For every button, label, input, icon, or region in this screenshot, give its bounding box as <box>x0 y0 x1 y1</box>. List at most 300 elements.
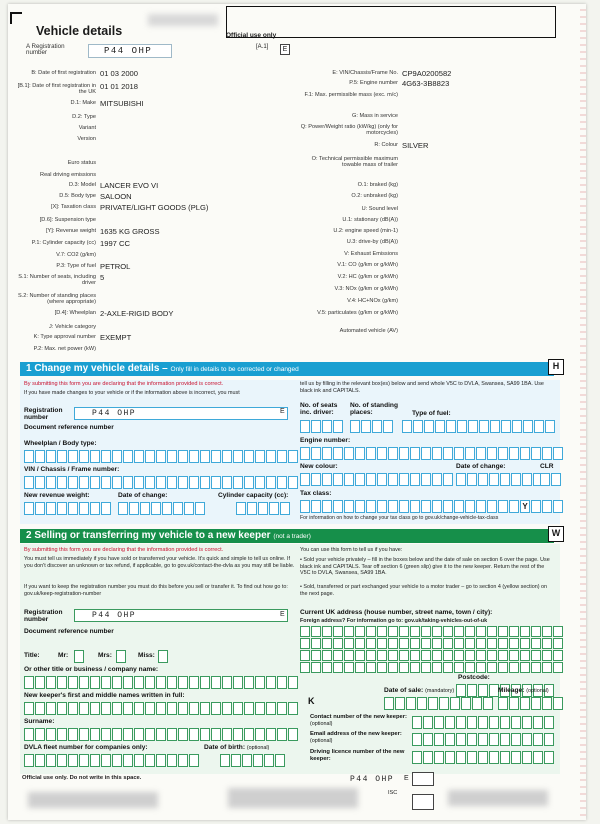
address-cell[interactable] <box>311 650 321 661</box>
char-cell[interactable] <box>79 476 89 489</box>
char-cell[interactable] <box>456 473 466 486</box>
address-cell[interactable] <box>410 638 420 649</box>
char-cell[interactable] <box>383 420 393 433</box>
address-cell[interactable] <box>509 638 519 649</box>
char-cell[interactable] <box>322 500 332 513</box>
char-cell[interactable] <box>500 733 510 746</box>
char-cell[interactable] <box>542 500 552 513</box>
char-cell[interactable] <box>531 697 541 710</box>
char-cell[interactable] <box>478 473 488 486</box>
char-cell[interactable] <box>158 650 168 663</box>
char-cell[interactable] <box>333 500 343 513</box>
char-cell[interactable] <box>167 450 177 463</box>
address-cell[interactable] <box>443 638 453 649</box>
char-cell[interactable] <box>24 450 34 463</box>
char-cell[interactable] <box>24 476 34 489</box>
char-cell[interactable] <box>472 697 482 710</box>
char-cell[interactable] <box>410 447 420 460</box>
char-cell[interactable] <box>79 450 89 463</box>
char-cell[interactable] <box>123 702 133 715</box>
char-cell[interactable] <box>500 716 510 729</box>
char-cell[interactable] <box>489 473 499 486</box>
char-cell[interactable] <box>134 476 144 489</box>
char-cell[interactable] <box>344 447 354 460</box>
char-cell[interactable] <box>509 500 519 513</box>
address-cell[interactable] <box>388 626 398 637</box>
char-cell[interactable] <box>424 420 434 433</box>
date-of-change-input[interactable] <box>118 502 206 515</box>
char-cell[interactable] <box>461 697 471 710</box>
char-cell[interactable] <box>200 676 210 689</box>
address-cell[interactable] <box>553 650 563 661</box>
char-cell[interactable] <box>476 447 486 460</box>
char-cell[interactable] <box>255 676 265 689</box>
colour-date-input[interactable] <box>456 473 544 486</box>
address-cell[interactable] <box>454 662 464 673</box>
seats-input[interactable] <box>300 420 344 433</box>
char-cell[interactable] <box>134 702 144 715</box>
char-cell[interactable] <box>116 650 126 663</box>
address-cell[interactable] <box>366 650 376 661</box>
address-cell[interactable] <box>421 662 431 673</box>
address-cell[interactable] <box>355 626 365 637</box>
char-cell[interactable] <box>399 500 409 513</box>
char-cell[interactable] <box>522 473 532 486</box>
char-cell[interactable] <box>79 502 89 515</box>
char-cell[interactable] <box>123 676 133 689</box>
char-cell[interactable] <box>46 702 56 715</box>
dob-input[interactable] <box>220 754 286 767</box>
address-cell[interactable] <box>520 638 530 649</box>
address-cell[interactable] <box>333 662 343 673</box>
char-cell[interactable] <box>79 754 89 767</box>
char-cell[interactable] <box>189 450 199 463</box>
char-cell[interactable] <box>483 697 493 710</box>
char-cell[interactable] <box>372 420 382 433</box>
char-cell[interactable] <box>112 754 122 767</box>
address-cell[interactable] <box>322 662 332 673</box>
char-cell[interactable] <box>79 702 89 715</box>
char-cell[interactable] <box>264 754 274 767</box>
char-cell[interactable] <box>311 473 321 486</box>
char-cell[interactable] <box>222 702 232 715</box>
cylinder-capacity-input[interactable] <box>236 502 291 515</box>
char-cell[interactable] <box>520 447 530 460</box>
char-cell[interactable] <box>322 473 332 486</box>
address-cell[interactable] <box>531 638 541 649</box>
char-cell[interactable] <box>542 697 552 710</box>
char-cell[interactable] <box>402 420 412 433</box>
address-cell[interactable] <box>531 662 541 673</box>
address-cell[interactable] <box>454 638 464 649</box>
char-cell[interactable] <box>35 502 45 515</box>
char-cell[interactable] <box>445 733 455 746</box>
char-cell[interactable] <box>35 450 45 463</box>
char-cell[interactable] <box>498 500 508 513</box>
mrs-checkbox[interactable] <box>116 650 127 663</box>
char-cell[interactable] <box>189 728 199 741</box>
mileage-input[interactable] <box>498 697 564 710</box>
address-cell[interactable] <box>344 626 354 637</box>
address-cell[interactable] <box>476 626 486 637</box>
char-cell[interactable] <box>542 447 552 460</box>
char-cell[interactable] <box>432 473 442 486</box>
char-cell[interactable] <box>178 676 188 689</box>
char-cell[interactable] <box>145 676 155 689</box>
address-cell[interactable] <box>421 638 431 649</box>
char-cell[interactable] <box>435 420 445 433</box>
address-cell[interactable] <box>531 650 541 661</box>
address-cell[interactable] <box>311 662 321 673</box>
address-cell[interactable] <box>542 626 552 637</box>
char-cell[interactable] <box>68 450 78 463</box>
address-cell[interactable] <box>377 626 387 637</box>
address-cell[interactable] <box>399 662 409 673</box>
char-cell[interactable] <box>500 751 510 764</box>
char-cell[interactable] <box>253 754 263 767</box>
other-title-input[interactable] <box>24 676 299 689</box>
address-cell[interactable] <box>498 650 508 661</box>
char-cell[interactable] <box>377 447 387 460</box>
char-cell[interactable] <box>112 728 122 741</box>
char-cell[interactable] <box>478 733 488 746</box>
char-cell[interactable] <box>465 447 475 460</box>
char-cell[interactable] <box>123 754 133 767</box>
address-cell[interactable] <box>410 662 420 673</box>
char-cell[interactable] <box>421 447 431 460</box>
char-cell[interactable] <box>509 697 519 710</box>
char-cell[interactable] <box>222 476 232 489</box>
char-cell[interactable] <box>189 702 199 715</box>
char-cell[interactable] <box>123 728 133 741</box>
char-cell[interactable] <box>24 702 34 715</box>
char-cell[interactable] <box>178 476 188 489</box>
char-cell[interactable] <box>498 447 508 460</box>
char-cell[interactable] <box>450 697 460 710</box>
char-cell[interactable] <box>399 447 409 460</box>
char-cell[interactable] <box>145 702 155 715</box>
char-cell[interactable] <box>189 676 199 689</box>
char-cell[interactable] <box>57 676 67 689</box>
char-cell[interactable] <box>468 420 478 433</box>
char-cell[interactable] <box>35 702 45 715</box>
address-cell[interactable] <box>476 662 486 673</box>
char-cell[interactable] <box>101 702 111 715</box>
char-cell[interactable] <box>377 473 387 486</box>
char-cell[interactable] <box>266 702 276 715</box>
char-cell[interactable] <box>200 450 210 463</box>
wheelplan-input[interactable] <box>24 450 299 463</box>
char-cell[interactable] <box>366 473 376 486</box>
address-cell[interactable] <box>476 650 486 661</box>
char-cell[interactable] <box>233 702 243 715</box>
char-cell[interactable] <box>90 754 100 767</box>
char-cell[interactable] <box>167 728 177 741</box>
char-cell[interactable] <box>288 450 298 463</box>
char-cell[interactable] <box>156 476 166 489</box>
char-cell[interactable] <box>443 500 453 513</box>
char-cell[interactable] <box>366 500 376 513</box>
revenue-weight-input[interactable] <box>24 502 112 515</box>
char-cell[interactable] <box>24 502 34 515</box>
address-cell[interactable] <box>454 650 464 661</box>
char-cell[interactable] <box>355 447 365 460</box>
char-cell[interactable] <box>533 733 543 746</box>
address-cell[interactable] <box>300 626 310 637</box>
char-cell[interactable] <box>211 450 221 463</box>
char-cell[interactable] <box>445 716 455 729</box>
char-cell[interactable] <box>544 751 554 764</box>
char-cell[interactable] <box>388 447 398 460</box>
char-cell[interactable] <box>432 500 442 513</box>
char-cell[interactable] <box>24 728 34 741</box>
char-cell[interactable] <box>222 676 232 689</box>
char-cell[interactable] <box>255 728 265 741</box>
char-cell[interactable] <box>244 702 254 715</box>
address-cell[interactable] <box>344 638 354 649</box>
char-cell[interactable] <box>68 476 78 489</box>
char-cell[interactable] <box>46 728 56 741</box>
char-cell[interactable] <box>456 733 466 746</box>
char-cell[interactable] <box>551 473 561 486</box>
char-cell[interactable] <box>489 716 499 729</box>
char-cell[interactable] <box>184 502 194 515</box>
address-cell[interactable] <box>498 662 508 673</box>
char-cell[interactable] <box>178 450 188 463</box>
char-cell[interactable] <box>233 450 243 463</box>
char-cell[interactable] <box>68 676 78 689</box>
address-cell[interactable] <box>322 650 332 661</box>
char-cell[interactable] <box>277 702 287 715</box>
char-cell[interactable] <box>288 702 298 715</box>
address-cell[interactable] <box>465 626 475 637</box>
char-cell[interactable] <box>255 450 265 463</box>
char-cell[interactable] <box>156 702 166 715</box>
char-cell[interactable] <box>68 754 78 767</box>
char-cell[interactable] <box>467 751 477 764</box>
char-cell[interactable] <box>134 728 144 741</box>
char-cell[interactable] <box>134 676 144 689</box>
char-cell[interactable] <box>478 751 488 764</box>
address-cell[interactable] <box>366 638 376 649</box>
char-cell[interactable] <box>167 476 177 489</box>
address-cell[interactable] <box>388 638 398 649</box>
char-cell[interactable] <box>112 676 122 689</box>
char-cell[interactable] <box>344 500 354 513</box>
address-cell[interactable] <box>498 638 508 649</box>
char-cell[interactable] <box>156 754 166 767</box>
char-cell[interactable] <box>377 500 387 513</box>
address-cell[interactable] <box>421 626 431 637</box>
char-cell[interactable] <box>266 728 276 741</box>
char-cell[interactable] <box>399 473 409 486</box>
char-cell[interactable] <box>523 420 533 433</box>
address-cell[interactable] <box>520 650 530 661</box>
char-cell[interactable] <box>333 447 343 460</box>
address-cell[interactable] <box>322 638 332 649</box>
char-cell[interactable] <box>195 502 205 515</box>
char-cell[interactable] <box>410 473 420 486</box>
mr-checkbox[interactable] <box>74 650 85 663</box>
char-cell[interactable] <box>413 420 423 433</box>
address-cell[interactable] <box>520 662 530 673</box>
address-cell[interactable] <box>542 662 552 673</box>
char-cell[interactable] <box>24 676 34 689</box>
char-cell[interactable] <box>231 754 241 767</box>
char-cell[interactable] <box>489 751 499 764</box>
char-cell[interactable] <box>439 697 449 710</box>
tax-class-input[interactable] <box>300 500 564 513</box>
char-cell[interactable] <box>540 473 550 486</box>
clr-input[interactable] <box>540 473 562 486</box>
address-cell[interactable] <box>377 638 387 649</box>
char-cell[interactable] <box>189 754 199 767</box>
char-cell[interactable] <box>140 502 150 515</box>
char-cell[interactable] <box>443 473 453 486</box>
char-cell[interactable] <box>129 502 139 515</box>
char-cell[interactable] <box>501 420 511 433</box>
address-cell[interactable] <box>344 650 354 661</box>
address-cell[interactable] <box>388 650 398 661</box>
address-cell[interactable] <box>553 626 563 637</box>
char-cell[interactable] <box>511 751 521 764</box>
char-cell[interactable] <box>443 447 453 460</box>
char-cell[interactable] <box>417 697 427 710</box>
char-cell[interactable] <box>333 420 343 433</box>
char-cell[interactable] <box>68 702 78 715</box>
char-cell[interactable] <box>222 450 232 463</box>
char-cell[interactable] <box>211 676 221 689</box>
char-cell[interactable] <box>509 447 519 460</box>
char-cell[interactable] <box>145 728 155 741</box>
address-cell[interactable] <box>465 638 475 649</box>
standing-input[interactable] <box>350 420 394 433</box>
char-cell[interactable] <box>46 754 56 767</box>
char-cell[interactable] <box>300 447 310 460</box>
char-cell[interactable] <box>46 450 56 463</box>
char-cell[interactable] <box>79 728 89 741</box>
char-cell[interactable] <box>90 450 100 463</box>
char-cell[interactable] <box>255 702 265 715</box>
char-cell[interactable] <box>553 500 563 513</box>
char-cell[interactable] <box>522 751 532 764</box>
char-cell[interactable] <box>244 476 254 489</box>
address-cell[interactable] <box>333 626 343 637</box>
char-cell[interactable] <box>489 733 499 746</box>
char-cell[interactable] <box>311 420 321 433</box>
char-cell[interactable] <box>434 716 444 729</box>
char-cell[interactable] <box>406 697 416 710</box>
char-cell[interactable] <box>423 716 433 729</box>
address-cell[interactable] <box>476 638 486 649</box>
char-cell[interactable] <box>350 420 360 433</box>
char-cell[interactable] <box>544 733 554 746</box>
char-cell[interactable] <box>395 697 405 710</box>
char-cell[interactable] <box>531 447 541 460</box>
char-cell[interactable] <box>123 476 133 489</box>
char-cell[interactable] <box>522 733 532 746</box>
char-cell[interactable] <box>269 502 279 515</box>
char-cell[interactable] <box>162 502 172 515</box>
char-cell[interactable] <box>220 754 230 767</box>
char-cell[interactable] <box>311 500 321 513</box>
keeper-name-input[interactable] <box>24 702 299 715</box>
char-cell[interactable] <box>277 676 287 689</box>
char-cell[interactable] <box>236 502 246 515</box>
address-cell[interactable] <box>399 626 409 637</box>
address-cell[interactable] <box>542 638 552 649</box>
address-cell[interactable] <box>300 650 310 661</box>
char-cell[interactable] <box>534 420 544 433</box>
char-cell[interactable] <box>167 676 177 689</box>
address-cell[interactable] <box>311 638 321 649</box>
address-cell[interactable] <box>410 650 420 661</box>
address-input[interactable] <box>300 626 563 673</box>
char-cell[interactable] <box>533 716 543 729</box>
address-cell[interactable] <box>509 650 519 661</box>
char-cell[interactable] <box>288 728 298 741</box>
char-cell[interactable] <box>211 728 221 741</box>
char-cell[interactable] <box>288 676 298 689</box>
char-cell[interactable] <box>145 476 155 489</box>
address-cell[interactable] <box>399 650 409 661</box>
char-cell[interactable] <box>511 716 521 729</box>
char-cell[interactable] <box>35 728 45 741</box>
char-cell[interactable] <box>300 500 310 513</box>
char-cell[interactable] <box>112 476 122 489</box>
char-cell[interactable] <box>476 500 486 513</box>
char-cell[interactable] <box>90 476 100 489</box>
char-cell[interactable] <box>200 476 210 489</box>
char-cell[interactable] <box>46 676 56 689</box>
char-cell[interactable] <box>553 447 563 460</box>
char-cell[interactable] <box>90 502 100 515</box>
char-cell[interactable] <box>467 733 477 746</box>
address-cell[interactable] <box>333 638 343 649</box>
char-cell[interactable] <box>233 728 243 741</box>
char-cell[interactable] <box>222 728 232 741</box>
char-cell[interactable] <box>244 728 254 741</box>
char-cell[interactable] <box>311 447 321 460</box>
char-cell[interactable] <box>361 420 371 433</box>
char-cell[interactable] <box>266 476 276 489</box>
char-cell[interactable] <box>101 728 111 741</box>
char-cell[interactable] <box>300 473 310 486</box>
address-cell[interactable] <box>509 626 519 637</box>
address-cell[interactable] <box>487 662 497 673</box>
char-cell[interactable] <box>531 500 541 513</box>
char-cell[interactable] <box>134 754 144 767</box>
char-cell[interactable] <box>456 716 466 729</box>
char-cell[interactable] <box>90 702 100 715</box>
address-cell[interactable] <box>432 626 442 637</box>
fuel-input[interactable] <box>402 420 556 433</box>
char-cell[interactable] <box>200 728 210 741</box>
char-cell[interactable] <box>74 650 84 663</box>
char-cell[interactable] <box>211 476 221 489</box>
char-cell[interactable] <box>79 676 89 689</box>
char-cell[interactable] <box>454 447 464 460</box>
char-cell[interactable] <box>233 476 243 489</box>
address-cell[interactable] <box>531 626 541 637</box>
address-cell[interactable] <box>322 626 332 637</box>
char-cell[interactable] <box>57 450 67 463</box>
address-cell[interactable] <box>553 662 563 673</box>
char-cell[interactable] <box>366 447 376 460</box>
char-cell[interactable] <box>123 450 133 463</box>
address-cell[interactable] <box>377 662 387 673</box>
char-cell[interactable] <box>189 476 199 489</box>
